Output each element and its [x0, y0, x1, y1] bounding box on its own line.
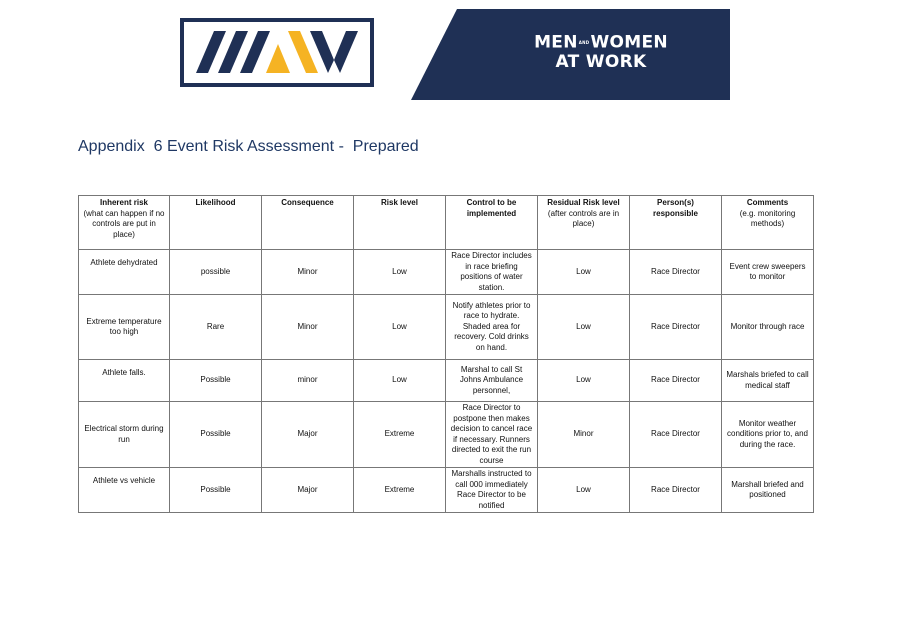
cell-likelihood: Possible [170, 468, 262, 513]
men-and-women-at-work-banner [411, 9, 730, 100]
header-control: Control to be implemented [446, 196, 538, 250]
cell-comments: Marshall briefed and positioned [722, 468, 814, 513]
cell-consequence: Major [262, 402, 354, 468]
cell-control: Notify athletes prior to race to hydrate. Shaded area for recovery. Cold drinks on hand. [446, 295, 538, 360]
cell-residual-risk: Low [538, 468, 630, 513]
table-row [79, 360, 814, 402]
cell-inherent-risk: Athlete vs vehicle [79, 468, 170, 513]
cell-residual-risk: Minor [538, 402, 630, 468]
cell-inherent-risk: Athlete falls. [79, 360, 170, 402]
header-likelihood: Likelihood [170, 196, 262, 250]
table-row [79, 468, 814, 513]
banner-and: AND [578, 40, 590, 45]
cell-person-responsible: Race Director [630, 360, 722, 402]
cell-consequence: Major [262, 468, 354, 513]
banner-at-work: AT WORK [555, 51, 647, 72]
cell-person-responsible: Race Director [630, 295, 722, 360]
cell-inherent-risk: Electrical storm during run [79, 402, 170, 468]
table-row [79, 250, 814, 295]
header-consequence: Consequence [262, 196, 354, 250]
table-header-row [79, 196, 814, 250]
header-risk-level: Risk level [354, 196, 446, 250]
cell-comments: Marshals briefed to call medical staff [722, 360, 814, 402]
cell-comments: Monitor through race [722, 295, 814, 360]
table-row [79, 402, 814, 468]
cell-risk-level: Low [354, 360, 446, 402]
cell-control: Marshalls instructed to call 000 immediately Race Director to be notified [446, 468, 538, 513]
risk-assessment-table [78, 195, 814, 513]
table-row [79, 295, 814, 360]
banner-wordmark [481, 33, 721, 72]
cell-person-responsible: Race Director [630, 250, 722, 295]
banner-women: WOMEN [590, 32, 668, 53]
cell-person-responsible: Race Director [630, 402, 722, 468]
header-comments: Comments (e.g. monitoring methods) [722, 196, 814, 250]
cell-residual-risk: Low [538, 250, 630, 295]
cell-control: Race Director includes in race briefing positions of water station. [446, 250, 538, 295]
page-title: Appendix 6 Event Risk Assessment - Prepared [78, 138, 419, 155]
cell-risk-level: Extreme [354, 468, 446, 513]
cell-inherent-risk: Athlete dehydrated [79, 250, 170, 295]
cell-likelihood: Possible [170, 402, 262, 468]
cell-likelihood: Rare [170, 295, 262, 360]
cell-consequence: minor [262, 360, 354, 402]
cell-comments: Monitor weather conditions prior to, and during the race. [722, 402, 814, 468]
banner-men: MEN [534, 32, 578, 53]
cell-consequence: Minor [262, 250, 354, 295]
cell-consequence: Minor [262, 295, 354, 360]
cell-residual-risk: Low [538, 295, 630, 360]
cell-person-responsible: Race Director [630, 468, 722, 513]
cell-risk-level: Low [354, 250, 446, 295]
cell-comments: Event crew sweepers to monitor [722, 250, 814, 295]
cell-risk-level: Low [354, 295, 446, 360]
cell-control: Marshal to call St Johns Ambulance personnel, [446, 360, 538, 402]
cell-likelihood: Possible [170, 360, 262, 402]
cell-likelihood: possible [170, 250, 262, 295]
cell-residual-risk: Low [538, 360, 630, 402]
header-inherent-risk: Inherent risk (what can happen if no controls are put in place) [79, 196, 170, 250]
cell-inherent-risk: Extreme temperature too high [79, 295, 170, 360]
header-person-responsible: Person(s) responsible [630, 196, 722, 250]
cell-risk-level: Extreme [354, 402, 446, 468]
cell-control: Race Director to postpone then makes decision to cancel race if necessary. Runners directed to exit the run course [446, 402, 538, 468]
header-residual-risk: Residual Risk level (after controls are in place) [538, 196, 630, 250]
maw-logo-icon [180, 18, 374, 87]
